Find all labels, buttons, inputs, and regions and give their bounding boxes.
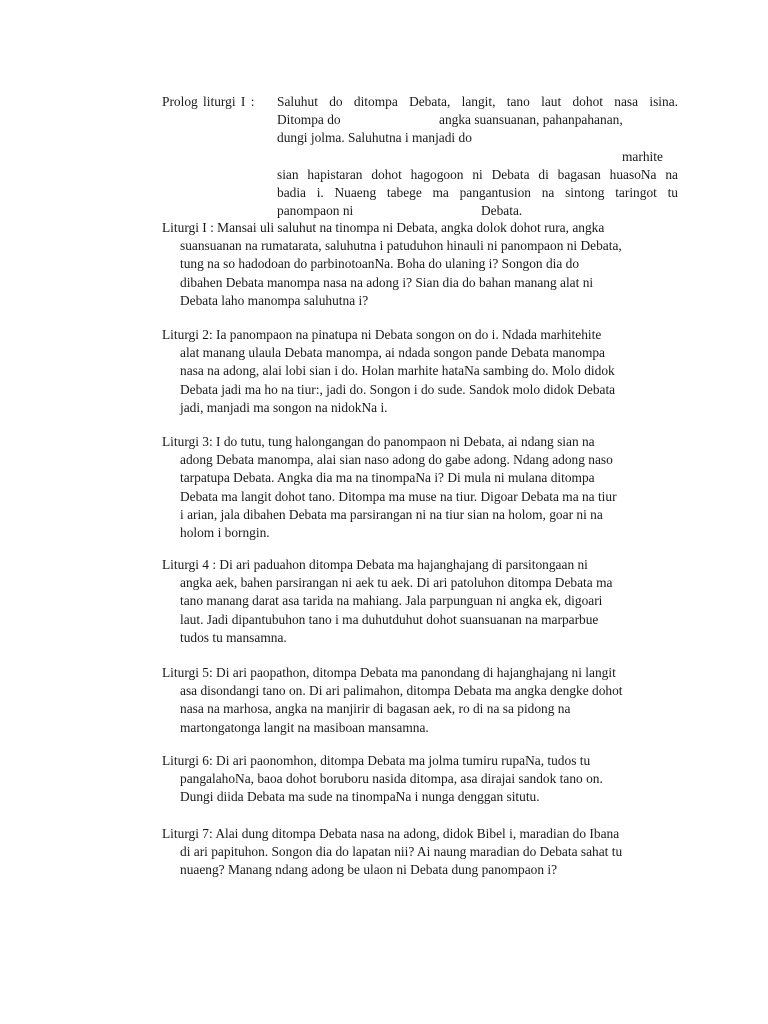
paragraph-line: Liturgi 4 : Di ari paduahon ditompa Debata ma hajanghajang di parsitongaan ni: [162, 557, 588, 572]
paragraph-line: i arian, jala dibahen Debata ma parsirangan ni na tiur sian na holom, goar ni na: [180, 506, 603, 522]
paragraph-line: tung na so hadodoan do parbinotoanNa. Boha do ulaning i? Songon dia do: [180, 256, 580, 272]
prolog-line: dungi jolma. Saluhutna i manjadi do: [277, 130, 472, 146]
paragraph-line: Dungi diida Debata ma sude na tinompaNa i nunga denggan situtu.: [180, 789, 540, 805]
paragraph-line: Liturgi 6: Di ari paonomhon, ditompa Debata ma jolma tumiru rupaNa, tudos tu: [162, 753, 591, 768]
paragraph-line: suansuanan na rumatarata, saluhutna i patuduhon hinauli ni panompaon ni Debata,: [180, 238, 622, 254]
paragraph-line: Debata ma langit dohot tano. Ditompa ma muse na tiur. Digoar Debata ma na tiur: [180, 488, 617, 504]
prolog-line: Saluhut do ditompa Debata, langit, tano laut dohot nasa isina.: [277, 94, 678, 109]
paragraph-line: Debata jadi ma ho na tiur:, jadi do. Songon i do sude. Sandok molo didok Debata: [180, 381, 616, 397]
paragraph-line: laut. Jadi dipantubuhon tano i ma duhutduhut dohot suansuanan na marparbue: [180, 611, 599, 627]
prolog-line-segment: panompaon ni: [277, 203, 354, 219]
paragraph-line: jadi, manjadi ma songon na nidokNa i.: [180, 399, 388, 415]
prolog-line: badia i. Nuaeng tabege ma pangantusion na sintong taringot tu: [277, 184, 678, 200]
prolog-line-segment: Debata.: [481, 203, 523, 219]
paragraph-line: nasa na marhosa, angka na manjirir di bagasan aek, ro di na sa pidong na: [180, 701, 571, 717]
paragraph-line: angka aek, bahen parsirangan ni aek tu aek. Di ari patoluhon ditompa Debata ma: [180, 575, 613, 591]
paragraph-line: tarpatupa Debata. Angka dia ma na tinompaNa i? Di mula ni mulana ditompa: [180, 470, 595, 486]
liturgi-2-paragraph: [162, 326, 682, 417]
liturgi-7-paragraph: [162, 825, 682, 880]
liturgi-6-paragraph: [162, 752, 682, 807]
paragraph-line: tudos tu mansamna.: [180, 629, 287, 645]
paragraph-line: Debata laho manompa saluhutna i?: [180, 292, 369, 308]
paragraph-line: Liturgi 7: Alai dung ditompa Debata nasa na adong, didok Bibel i, maradian do Ibana: [162, 826, 620, 841]
paragraph-line: dibahen Debata manompa nasa na adong i? Sian dia do bahan manang alat ni: [180, 274, 594, 290]
prolog-line-segment: angka suansuanan, pahanpahanan,: [439, 112, 623, 128]
paragraph-line: nasa na adong, alai lobi sian i do. Holan marhite hataNa sambing do. Molo didok: [180, 363, 615, 379]
paragraph-line: Liturgi I : Mansai uli saluhut na tinompa ni Debata, angka dolok dohot rura, angka: [162, 220, 605, 235]
paragraph-line: asa disondangi tano on. Di ari palimahon, ditompa Debata ma angka dengke dohot: [180, 683, 623, 699]
liturgi-5-paragraph: [162, 664, 682, 737]
paragraph-line: Liturgi 3: I do tutu, tung halongangan do panompaon ni Debata, ai ndang sian na: [162, 434, 595, 449]
prolog-line: [277, 111, 678, 129]
prolog-line: [277, 202, 678, 220]
paragraph-line: Liturgi 2: Ia panompaon na pinatupa ni Debata songon on do i. Ndada marhitehite: [162, 327, 602, 342]
paragraph-line: holom i borngin.: [180, 524, 270, 540]
liturgi-1-paragraph: [162, 219, 682, 310]
prolog-label: Prolog liturgi I :: [162, 94, 255, 109]
paragraph-line: Liturgi 5: Di ari paopathon, ditompa Debata ma panondang di hajanghajang ni langit: [162, 665, 616, 680]
paragraph-line: adong Debata manompa, alai sian naso adong do gabe adong. Ndang adong naso: [180, 452, 613, 468]
prolog-line: sian hapistaran dohot hagogoon ni Debata di bagasan huasoNa na: [277, 166, 678, 182]
prolog-body: [277, 93, 678, 220]
paragraph-line: martongatonga langit na masiboan mansamna.: [180, 719, 429, 735]
paragraph-line: di ari papituhon. Songon dia do lapatan nii? Ai naung maradian do Debata sahat tu: [180, 844, 623, 860]
paragraph-line: nuaeng? Manang ndang adong be ulaon ni Debata dung panompaon i?: [180, 862, 558, 878]
paragraph-line: pangalahoNa, baoa dohot boruboru nasida ditompa, asa dirajai sandok tano on.: [180, 771, 603, 787]
paragraph-line: alat manang ulaula Debata manompa, ai ndada songon pande Debata manompa: [180, 345, 605, 361]
liturgi-3-paragraph: [162, 433, 682, 542]
prolog-line-segment: Ditompa do: [277, 112, 341, 128]
prolog-line: [277, 148, 678, 166]
paragraph-line: tano manang darat asa tarida na mahiang. Jala parpunguan ni angka ek, digoari: [180, 593, 603, 609]
prolog-line-segment: marhite: [622, 148, 663, 164]
liturgi-4-paragraph: [162, 556, 682, 647]
